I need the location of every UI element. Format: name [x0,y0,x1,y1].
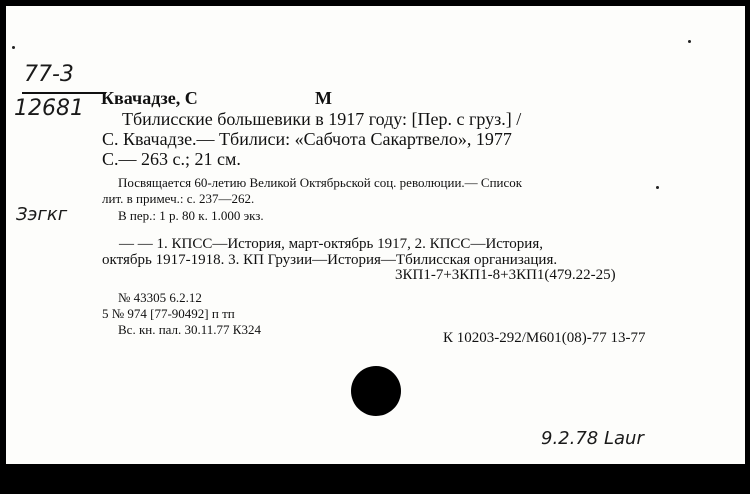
speck [688,40,691,43]
shelf-underline [22,92,106,94]
price-line: В пер.: 1 р. 80 к. 1.000 экз. [118,208,264,223]
punch-hole [351,366,401,416]
author-heading: Квачадзе, С [101,88,198,108]
order-number: 5 № 974 [77-90492] п тп [102,306,235,321]
catalog-card [6,6,745,464]
note-line-1: Посвящается 60-летию Великой Октябрьской соц. революции.— Список [118,175,523,190]
speck [12,46,15,49]
note-line-2: лит. в примеч.: с. 237—262. [102,191,255,206]
date-signature: 9.2.78 Laur [541,428,644,449]
classification: 3КП1-7+3КП1-8+3КП1(479.22-25) [395,267,616,283]
author-initial-2: М [315,88,332,108]
speck [656,186,659,189]
book-chamber: Вс. кн. пал. 30.11.77 К324 [118,322,261,337]
subjects-line-2: октябрь 1917-1918. 3. КП Грузии—История—Тбилисская организация. [102,252,558,268]
title-line-2: С. Квачадзе.— Тбилиси: «Сабчота Сакартвело», 1977 [102,129,512,149]
title-line-1: Тбилисские большевики в 1917 году: [Пер. с груз.] / [122,109,522,129]
side-note: Зэгкг [16,204,68,225]
collation: С.— 263 с.; 21 см. [102,149,241,169]
shelf-number: 77-3 [24,62,74,87]
subjects-line-1: — — 1. КПСС—История, март-октябрь 1917, 2. КПСС—История, [119,236,543,252]
card-number: № 43305 6.2.12 [118,290,202,305]
publisher-code: К 10203-292/М601(08)-77 13-77 [443,330,646,346]
inventory-number: 12681 [14,96,84,121]
